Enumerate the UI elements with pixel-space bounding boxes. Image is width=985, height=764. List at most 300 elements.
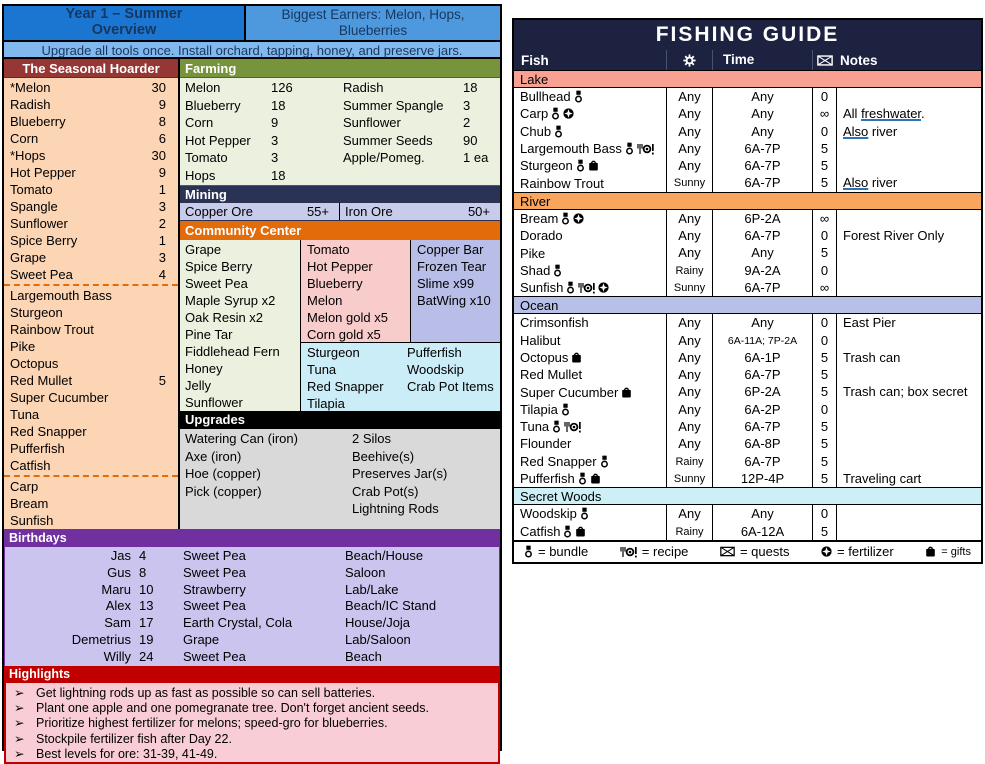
birthday-day: 13 [139, 598, 154, 614]
fish-name-cell [514, 227, 666, 244]
quests-cell: ∞ [812, 279, 836, 296]
quests-cell: 5 [812, 140, 836, 157]
bundle-icon [566, 281, 575, 294]
fish-row [514, 383, 981, 400]
note-text: All [843, 106, 862, 122]
quests-cell: 0 [812, 401, 836, 418]
quests-cell: 0 [812, 332, 836, 349]
item-name: Sunflower [10, 216, 68, 231]
seasonal-hoarder-title: The Seasonal Hoarder [4, 59, 178, 78]
gift: Sweet Pea [183, 548, 246, 563]
dashed-divider [4, 284, 178, 286]
list-item [4, 512, 178, 529]
highlight-item [14, 732, 498, 747]
item-name: Sturgeon [10, 305, 63, 320]
weather-cell: Any [666, 383, 712, 400]
bundle-icon [576, 159, 585, 172]
fish-name: Catfish [520, 523, 561, 539]
quests-cell: 5 [812, 174, 836, 191]
notes-cell [836, 279, 981, 296]
page-title: Year 1 – Summer Overview [65, 6, 183, 38]
item-qty: 3 [463, 97, 471, 113]
biggest-earners: Biggest Earners: Melon, Hops, Blueberries [246, 6, 500, 40]
villager-name: Demetrius [71, 631, 131, 647]
list-item [4, 338, 178, 355]
fish-row [514, 140, 981, 157]
cc-top [301, 240, 500, 343]
highlight-item [14, 747, 498, 762]
location: Beach/IC Stand [345, 598, 437, 614]
item-name: Spice Berry [10, 233, 78, 248]
birthday-row [5, 649, 499, 666]
list-item: Red Snapper [307, 379, 384, 394]
villager-name: Gus [107, 564, 131, 580]
highlight-text: Get lightning rods up as fast as possible so can sell batteries. [36, 686, 376, 700]
item-name: Sweet Pea [10, 267, 73, 282]
fertilizer-icon [563, 108, 574, 119]
panel-header [4, 6, 500, 40]
list-item [4, 96, 178, 113]
list-item [185, 167, 343, 185]
fish-name-cell [514, 174, 666, 191]
list-item: Pick (copper) [185, 483, 262, 499]
highlight-text: Stockpile fertilizer fish after Day 22. [36, 731, 232, 746]
item-name: Tomato [185, 150, 228, 165]
fish-row [514, 314, 981, 331]
birthdays-list [4, 547, 500, 666]
cc-fish-list-2 [407, 344, 500, 412]
notes-cell [836, 174, 981, 191]
bundle-icon [552, 420, 561, 433]
fish-name: Woodskip [520, 506, 577, 522]
list-item [4, 181, 178, 198]
fish-name-cell [514, 401, 666, 418]
time-cell: 6A-11A; 7P-2A [712, 332, 812, 349]
item-name: Hot Pepper [185, 132, 251, 148]
item-qty: 3 [271, 150, 279, 165]
fish-name-cell [514, 244, 666, 261]
item-qty: 5 [158, 373, 166, 388]
farming-title: Farming [180, 59, 500, 78]
quests-cell: 5 [812, 383, 836, 400]
item-name: Copper Ore [185, 204, 253, 219]
item-name: Sunfish [10, 513, 54, 528]
list-item: Maple Syrup x2 [185, 293, 276, 308]
notes-cell [836, 262, 981, 279]
note-text: river [868, 123, 898, 139]
notes-cell [836, 105, 981, 122]
weather-cell: Any [666, 435, 712, 452]
fish-name-cell [514, 88, 666, 105]
list-item [4, 389, 178, 406]
fish-name-cell [514, 332, 666, 349]
list-item [185, 97, 343, 115]
time-cell: 6A-2P [712, 401, 812, 418]
location: House/Joja [345, 615, 411, 631]
item-qty: 126 [271, 80, 293, 95]
notes-cell [836, 383, 981, 400]
note-underlined-text: Also [843, 175, 869, 191]
list-item [4, 457, 178, 474]
time-cell: 6A-1P [712, 349, 812, 366]
fish-name-cell [514, 349, 666, 366]
fish-name-cell [514, 523, 666, 540]
list-item: 2 Silos [352, 431, 392, 446]
weather-cell: Any [666, 157, 712, 174]
hoarder-list [4, 78, 178, 529]
fish-name-cell [514, 470, 666, 487]
list-item: Melon gold x5 [307, 310, 388, 325]
section-band: River [514, 192, 981, 210]
notes-cell [836, 314, 981, 331]
bundle-icon [524, 545, 533, 558]
item-qty: 3 [271, 132, 279, 148]
list-item: Slime x99 [417, 276, 475, 291]
list-item: Tilapia [307, 396, 345, 411]
notes-cell [836, 244, 981, 261]
fish-row [514, 470, 981, 487]
fertilizer-icon [573, 213, 584, 224]
recipe-icon [578, 282, 595, 294]
note-text: Forest River Only [843, 228, 945, 244]
fish-name: Tuna [520, 419, 550, 435]
list-item: Jelly [185, 378, 212, 393]
list-item: BatWing x10 [417, 293, 491, 308]
section-band: Secret Woods [514, 487, 981, 505]
item-name: Iron Ore [345, 204, 393, 219]
weather-cell: Any [666, 332, 712, 349]
highlights-list [4, 683, 500, 764]
arrow-bullet: ➢ [14, 716, 25, 731]
time-cell: 6A-7P [712, 279, 812, 296]
right-column [180, 59, 500, 529]
recipe-icon [637, 143, 654, 155]
notes-cell [836, 332, 981, 349]
item-qty: 18 [463, 80, 478, 95]
item-name: Pike [10, 339, 36, 354]
item-name: Tuna [10, 407, 40, 422]
item-qty: 3 [158, 199, 166, 214]
item-qty: 18 [271, 167, 286, 183]
gift-icon [575, 526, 586, 537]
birthday-row [5, 582, 499, 599]
highlight-text: Best levels for ore: 31-39, 41-49. [36, 746, 218, 761]
weather-cell: Sunny [666, 174, 712, 191]
fish-row [514, 332, 981, 349]
weather-cell: Sunny [666, 279, 712, 296]
fish-row [514, 279, 981, 296]
item-name: Spangle [10, 199, 58, 214]
list-item [180, 203, 340, 220]
time-cell: 12P-4P [712, 470, 812, 487]
birthday-row [5, 598, 499, 615]
list-item: Sturgeon [307, 345, 360, 360]
fish-name: Flounder [520, 436, 572, 452]
item-name: Carp [10, 479, 39, 494]
fish-name: Chub [520, 123, 552, 139]
list-item: Crab Pot Items [407, 379, 494, 394]
list-item [4, 249, 178, 266]
bundle-icon [625, 142, 634, 155]
list-item [343, 79, 500, 97]
weather-cell: Any [666, 210, 712, 227]
dashed-divider [4, 475, 178, 477]
mining-title: Mining [180, 186, 500, 203]
quests-cell: 5 [812, 523, 836, 540]
summer-overview-panel [2, 4, 502, 761]
gift-icon [571, 352, 582, 363]
time-cell: Any [712, 123, 812, 140]
fish-name-cell [514, 314, 666, 331]
fish-name: Rainbow Trout [520, 175, 604, 191]
list-item [4, 304, 178, 321]
time-cell: Any [712, 505, 812, 522]
weather-cell: Any [666, 314, 712, 331]
arrow-bullet: ➢ [14, 731, 25, 746]
fish-name-cell [514, 383, 666, 400]
weather-cell: Any [666, 88, 712, 105]
location: Lab/Lake [345, 581, 399, 597]
envelope-icon [812, 50, 836, 70]
time-cell: 6A-7P [712, 227, 812, 244]
notes-cell [836, 88, 981, 105]
fishing-guide-title: FISHING GUIDE [514, 20, 981, 50]
list-item [185, 79, 343, 97]
notes-cell [836, 470, 981, 487]
fish-name: Pike [520, 245, 546, 261]
fishing-guide-columns [514, 50, 981, 70]
quests-cell: 5 [812, 244, 836, 261]
villager-name: Alex [105, 598, 131, 614]
location: Beach/House [345, 548, 424, 563]
bundle-icon [561, 212, 570, 225]
villager-name: Willy [103, 648, 131, 664]
item-qty: 1 ea [463, 150, 489, 165]
list-item [343, 97, 500, 115]
list-item: Fiddlehead Fern [185, 344, 280, 359]
birthday-row [5, 615, 499, 632]
weather-cell: Rainy [666, 262, 712, 279]
villager-name: Sam [104, 615, 131, 631]
gift-icon [590, 473, 601, 484]
time-cell: Any [712, 105, 812, 122]
fish-name: Sturgeon [520, 158, 573, 174]
fish-name: Crimsonfish [520, 315, 589, 331]
weather-cell: Any [666, 505, 712, 522]
fish-row [514, 349, 981, 366]
item-name: Blueberry [185, 97, 241, 113]
fish-name: Red Snapper [520, 453, 597, 469]
item-name: Red Mullet [10, 373, 73, 388]
fish-row [514, 174, 981, 191]
list-item [4, 321, 178, 338]
item-name: Hops [185, 167, 216, 183]
item-name: Catfish [10, 458, 51, 473]
birthday-row [5, 565, 499, 582]
weather-cell: Sunny [666, 470, 712, 487]
notes-cell [836, 523, 981, 540]
location: Lab/Saloon [345, 631, 411, 647]
list-item [4, 113, 178, 130]
arrow-bullet: ➢ [14, 701, 25, 716]
time-cell: Any [712, 244, 812, 261]
gift-icon [588, 160, 599, 171]
bundle-icon [563, 525, 572, 538]
fish-name: Pufferfish [520, 471, 575, 487]
notes-cell [836, 435, 981, 452]
item-name: Melon [185, 80, 221, 95]
list-item: Frozen Tear [417, 259, 487, 274]
fish-name-cell [514, 123, 666, 140]
birthday-day: 19 [139, 631, 154, 647]
fish-name-cell [514, 418, 666, 435]
weather-cell: Rainy [666, 523, 712, 540]
fish-name-cell [514, 505, 666, 522]
legend-label: = bundle [538, 544, 589, 560]
fish-name-cell [514, 366, 666, 383]
highlight-text: Prioritize highest fertilizer for melons; speed-gro for blueberries. [36, 716, 388, 731]
note-text: river [868, 175, 898, 191]
weather-cell: Any [666, 227, 712, 244]
list-item [4, 495, 178, 512]
farming-list [180, 78, 500, 186]
quests-cell: 5 [812, 418, 836, 435]
fish-name: Shad [520, 262, 551, 278]
fertilizer-icon [821, 546, 832, 557]
list-item: Preserves Jar(s) [352, 466, 448, 481]
page-title-cell [4, 6, 246, 40]
list-item: Watering Can (iron) [185, 431, 298, 446]
item-name: Super Cucumber [10, 390, 109, 405]
fish-row [514, 453, 981, 470]
item-qty: 4 [158, 267, 166, 282]
highlights-title: Highlights [4, 666, 500, 683]
fish-name: Carp [520, 106, 549, 122]
time-cell: 6A-8P [712, 435, 812, 452]
list-item [4, 147, 178, 164]
time-cell: 6A-12A [712, 523, 812, 540]
list-item [343, 132, 500, 150]
list-item: Sweet Pea [185, 276, 248, 291]
weather-cell: Any [666, 418, 712, 435]
notes-cell [836, 366, 981, 383]
time-cell: 6A-7P [712, 366, 812, 383]
section-band: Ocean [514, 296, 981, 314]
list-item: Hoe (copper) [185, 466, 261, 481]
item-name: Summer Seeds [343, 132, 433, 148]
item-name: Corn [185, 115, 214, 130]
item-qty: 9 [158, 165, 166, 180]
note-text: East Pier [843, 315, 896, 331]
gift: Sweet Pea [183, 648, 246, 664]
list-item: Honey [185, 361, 223, 376]
list-item: Corn gold x5 [307, 327, 381, 342]
list-item [343, 149, 500, 167]
legend-item [821, 544, 894, 559]
item-qty: 30 [151, 148, 166, 163]
fish-row [514, 227, 981, 244]
location: Beach [345, 648, 382, 664]
cc-crops-list [301, 240, 411, 343]
highlight-item [14, 701, 498, 716]
gift: Sweet Pea [183, 564, 246, 580]
time-cell: Any [712, 314, 812, 331]
item-name: Grape [10, 250, 47, 265]
item-name: Blueberry [10, 114, 66, 129]
quests-cell: 0 [812, 262, 836, 279]
fish-name: Bullhead [520, 89, 571, 105]
notes-cell [836, 210, 981, 227]
location: Saloon [345, 564, 386, 580]
list-item: Grape [185, 242, 222, 257]
time-cell: 6P-2A [712, 210, 812, 227]
legend-label: = quests [739, 544, 790, 560]
birthday-day: 10 [139, 581, 154, 597]
quests-cell: 0 [812, 227, 836, 244]
upgrades-col-1 [185, 430, 352, 529]
weather-cell: Any [666, 123, 712, 140]
item-name: Sunflower [343, 115, 401, 130]
item-name: *Melon [10, 80, 51, 95]
fish-row [514, 123, 981, 140]
item-qty: 18 [271, 97, 286, 113]
fish-name-cell [514, 435, 666, 452]
quests-cell: 5 [812, 366, 836, 383]
community-center-body [180, 240, 500, 411]
item-name: Summer Spangle [343, 97, 444, 113]
seasonal-hoarder-section [4, 59, 180, 529]
note-text: Trash can [843, 349, 901, 365]
upgrades-col-2 [352, 430, 500, 529]
gift: Grape [183, 631, 220, 647]
weather-cell: Rainy [666, 453, 712, 470]
item-name: Apple/Pomeg. [343, 150, 425, 165]
list-item [4, 372, 178, 389]
time-cell: 6P-2A [712, 383, 812, 400]
list-item [4, 198, 178, 215]
gift: Earth Crystal, Cola [183, 615, 293, 631]
list-item [4, 266, 178, 283]
fish-name: Red Mullet [520, 367, 583, 383]
birthdays-title: Birthdays [4, 529, 500, 547]
time-cell: 6A-7P [712, 174, 812, 191]
quests-cell: ∞ [812, 105, 836, 122]
bundle-icon [600, 455, 609, 468]
list-item [4, 215, 178, 232]
item-name: Octopus [10, 356, 59, 371]
cc-forage-list [180, 240, 301, 411]
column-header-time: Time [712, 50, 812, 70]
gift-icon [925, 546, 936, 557]
weather-cell: Any [666, 105, 712, 122]
gift: Sweet Pea [183, 598, 246, 614]
bundle-icon [561, 403, 570, 416]
fish-row [514, 435, 981, 452]
fish-name-cell [514, 210, 666, 227]
fish-name: Super Cucumber [520, 384, 619, 400]
fish-name-cell [514, 140, 666, 157]
fish-name: Sunfish [520, 280, 564, 296]
list-item: Tuna [307, 362, 337, 377]
fish-row [514, 88, 981, 105]
notes-cell [836, 349, 981, 366]
column-header-notes: Notes [840, 52, 878, 68]
recipe-icon [620, 546, 637, 558]
list-item [340, 203, 500, 220]
fishing-legend [514, 540, 981, 562]
birthday-row [5, 632, 499, 649]
fish-name: Octopus [520, 350, 569, 365]
